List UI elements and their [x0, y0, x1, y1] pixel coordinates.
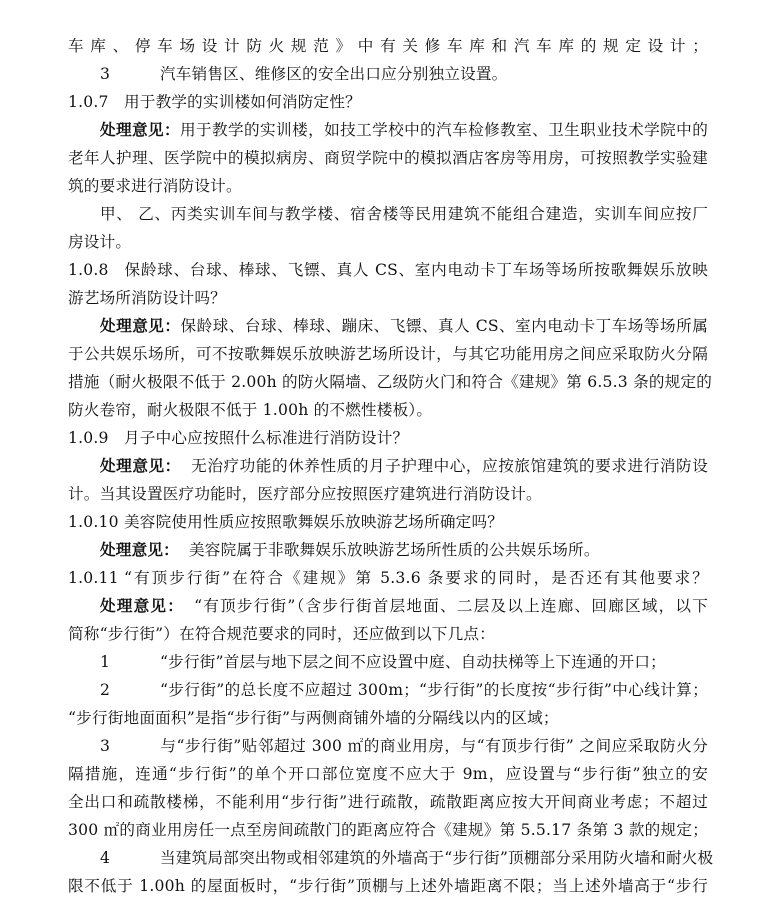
paragraph-line — [68, 480, 708, 508]
item-text: 全出口和疏散楼梯，不能利用“步行街”进行疏散，疏散距离应按大开间商业考虑；不超过 — [68, 793, 708, 811]
item-text: 与“步行街”贴邻超过 300 ㎡的商业用房，与“有顶步行街” 之间应采取防火分 — [160, 737, 708, 755]
item-text: 限不低于 1.00h 的屋面板时，“步行街”顶棚与上述外墙距离不限；当上述外墙高于“步行 — [68, 877, 708, 895]
item-text: 300 ㎡的商业用房任一点至房间疏散门的距离应符合《建规》第 5.5.17 条第 3 款的规定； — [68, 821, 708, 839]
line-text: 房设计。 — [68, 233, 132, 251]
item-number: 1 — [100, 653, 111, 671]
item-text: 隔措施，连通“步行街”的单个开口部位宽度不应大于 9m，应设置与“步行街”独立的安 — [68, 765, 708, 783]
text-line — [68, 32, 708, 60]
opinion-label: 处理意见： — [100, 540, 179, 559]
item-number: 3 — [100, 737, 111, 755]
opinion-label: 处理意见： — [100, 596, 185, 615]
list-item — [100, 844, 714, 872]
section-title: “有顶步行街”在符合《建规》第 5.3.6 条要求的同时，是否还有其他要求？ — [124, 569, 708, 587]
line-text: “有顶步行街”（含步行街首层地面、二层及以上连廊、回廊区域，以下 — [194, 597, 708, 615]
section-title: 保龄球、台球、棒球、飞镖、真人 CS、室内电动卡丁车场等场所按歌舞娱乐放映 — [124, 261, 708, 279]
section-title: 游艺场所消防设计吗？ — [68, 289, 226, 307]
line-text: 防火卷帘，耐火极限不低于 1.00h 的不燃性楼板）。 — [68, 401, 433, 419]
line-text: 计。当其设置医疗功能时，医疗部分应按照医疗建筑进行消防设计。 — [68, 485, 542, 503]
list-item-line — [68, 704, 708, 732]
section-number: 1.0.7 — [68, 93, 109, 111]
item-text: “步行街”的总长度不应超过 300m；“步行街”的长度按“步行街”中心线计算； — [160, 681, 708, 699]
opinion-label: 处理意见： — [100, 316, 181, 335]
paragraph-line — [68, 340, 708, 368]
section-heading-line — [68, 284, 708, 312]
line-text: 措施（耐火极限不低于 2.00h 的防火隔墙、乙级防火门和符合《建规》第 6.5.3 条的规定的 — [68, 373, 713, 391]
paragraph-line — [100, 200, 708, 228]
section-heading-1-0-7 — [68, 88, 708, 116]
list-item — [100, 732, 708, 760]
list-item-line — [68, 872, 708, 900]
line-text: 用于教学的实训楼，如技工学校中的汽车检修教室、卫生职业技术学院中的 — [180, 121, 708, 139]
list-item-line — [68, 816, 708, 844]
section-title: 用于教学的实训楼如何消防定性？ — [124, 93, 361, 111]
section-number: 1.0.10 — [68, 513, 119, 531]
item-number: 4 — [100, 849, 111, 867]
section-number: 1.0.9 — [68, 429, 109, 447]
paragraph-line — [100, 116, 708, 144]
line-text: 甲、 乙、丙类实训车间与教学楼、宿舍楼等民用建筑不能组合建造，实训车间应按厂 — [100, 205, 708, 223]
section-title: 美容院使用性质应按照歌舞娱乐放映游艺场所确定吗？ — [124, 513, 504, 531]
item-number: 2 — [100, 681, 111, 699]
line-text: 筑的要求进行消防设计。 — [68, 177, 242, 195]
paragraph-line — [100, 452, 708, 480]
section-heading-1-0-11 — [68, 564, 708, 592]
item-text: “步行街地面面积”是指“步行街”与两侧商铺外墙的分隔线以内的区域； — [68, 709, 559, 727]
paragraph-line — [68, 172, 708, 200]
paragraph-line — [68, 396, 708, 424]
line-text: 保龄球、台球、棒球、蹦床、飞镖、真人 CS、室内电动卡丁车场等场所属 — [180, 317, 708, 335]
list-item — [100, 60, 708, 88]
paragraph-line — [68, 144, 708, 172]
paragraph-line — [100, 592, 708, 620]
section-heading-1-0-9 — [68, 424, 708, 452]
line-text: 美容院属于非歌舞娱乐放映游艺场所性质的公共娱乐场所。 — [188, 541, 600, 559]
line-text: 老年人护理、医学院中的模拟病房、商贸学院中的模拟酒店客房等用房，可按照教学实验建 — [68, 149, 708, 167]
opinion-label: 处理意见： — [100, 120, 181, 139]
item-text: 当建筑局部突出物或相邻建筑的外墙高于“步行街”顶棚部分采用防火墙和耐火极 — [160, 849, 714, 867]
paragraph-line — [68, 368, 713, 396]
list-item — [100, 676, 708, 704]
line-text: 于公共娱乐场所，可不按歌舞娱乐放映游艺场所设计，与其它功能用房之间应采取防火分隔 — [68, 345, 708, 363]
paragraph-line — [100, 536, 708, 564]
list-item — [100, 648, 708, 676]
section-heading-1-0-8 — [68, 256, 708, 284]
section-heading-1-0-10 — [68, 508, 708, 536]
item-text: 汽车销售区、维修区的安全出口应分别独立设置。 — [160, 65, 508, 83]
section-number: 1.0.8 — [68, 261, 109, 279]
item-number: 3 — [100, 65, 111, 83]
section-number: 1.0.11 — [68, 569, 119, 587]
opinion-label: 处理意见： — [100, 456, 181, 475]
paragraph-line — [68, 228, 708, 256]
line-text: 无治疗功能的休养性质的月子护理中心，应按旅馆建筑的要求进行消防设 — [190, 457, 708, 475]
list-item-line — [68, 788, 708, 816]
paragraph-line — [100, 312, 708, 340]
line-text: 车库、停车场设计防火规范》中有关修车库和汽车库的规定设计； — [68, 37, 708, 55]
list-item-line — [68, 760, 708, 788]
line-text: 简称“步行街”）在符合规范要求的同时，还应做到以下几点： — [68, 625, 495, 643]
paragraph-line — [68, 620, 708, 648]
section-title: 月子中心应按照什么标准进行消防设计？ — [124, 429, 409, 447]
item-text: “步行街”首层与地下层之间不应设置中庭、自动扶梯等上下连通的开口； — [160, 653, 666, 671]
